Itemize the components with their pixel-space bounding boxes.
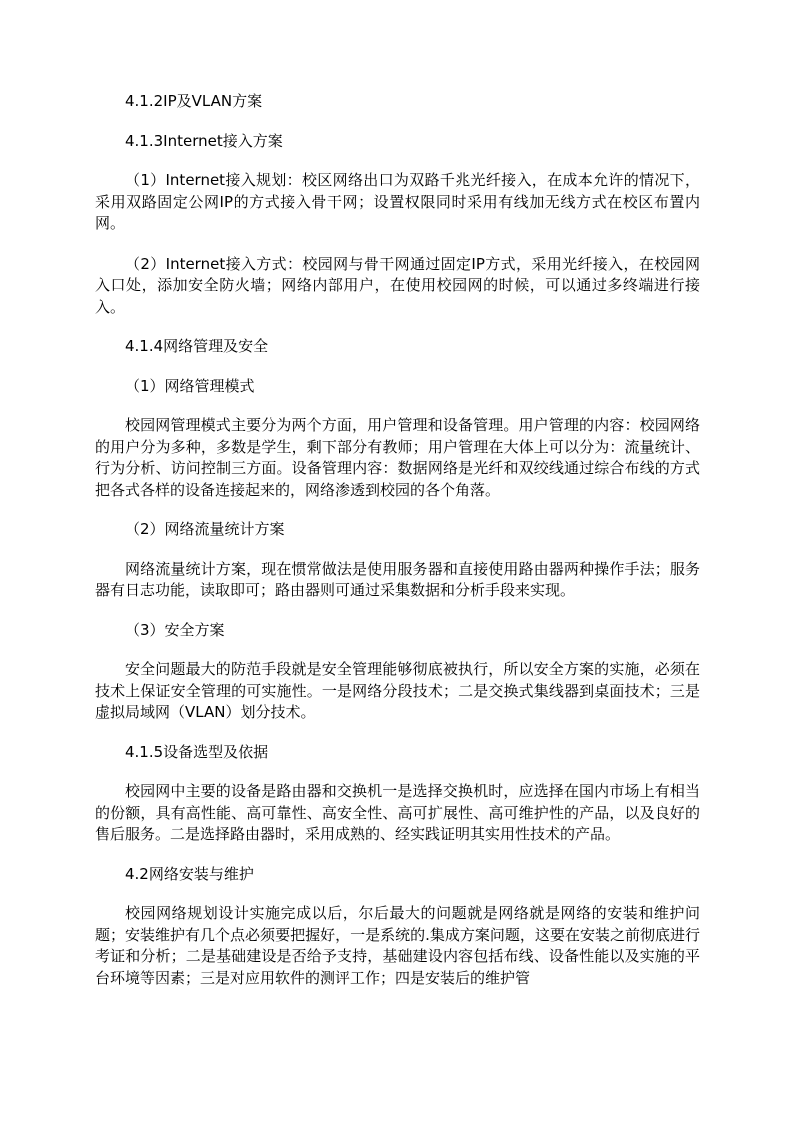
heading-4-1-5: 4.1.5设备选型及依据 [125, 742, 269, 761]
paragraph-internet-plan: （1）Internet接入规划：校区网络出口为双路千兆光纤接入，在成本允许的情况下，采用双路固定公网IP的方式接入骨干网；设置权限同时采用有线加无线方式在校区布置内网。 [95, 171, 700, 232]
subheading-network-management: （1）网络管理模式 [125, 376, 255, 395]
paragraph-security: 安全问题最大的防范手段就是安全管理能够彻底被执行，所以安全方案的实施，必须在技术上保证安全管理的可实施性。一是网络分段技术；二是交换式集线器到桌面技术；三是虚拟局域网（VLAN）划分技术。 [95, 660, 700, 721]
subheading-traffic-statistics: （2）网络流量统计方案 [125, 520, 285, 538]
heading-4-1-4: 4.1.4网络管理及安全 [125, 337, 269, 355]
paragraph-internet-access: （2）Internet接入方式：校园网与骨干网通过固定IP方式，采用光纤接入，在校园网入口处，添加安全防火墙；网络内部用户，在使用校园网的时候，可以通过多终端进行接入。 [95, 254, 700, 316]
document-page [95, 91, 700, 989]
paragraph-equipment-selection: 校园网中主要的设备是路由器和交换机一是选择交换机时，应选择在国内市场上有相当的份额，具有高性能、高可靠性、高安全性、高可扩展性、高可维护性的产品，以及良好的售后服务。二是选择路由器时，采用成熟的、经实践证明其实用性技术的产品。 [95, 782, 700, 843]
heading-4-1-2: 4.1.2IP及VLAN方案 [125, 92, 263, 110]
paragraph-traffic-statistics: 网络流量统计方案，现在惯常做法是使用服务器和直接使用路由器两种操作手法；服务器有日志功能，读取即可；路由器则可通过采集数据和分析手段来实现。 [95, 559, 700, 599]
paragraph-network-management: 校园网管理模式主要分为两个方面，用户管理和设备管理。用户管理的内容：校园网络的用户分为多种，多数是学生，剩下部分有教师；用户管理在大体上可以分为：流量统计、行为分析、访问控制三方面。设备管理内容：数据网络是光纤和双绞线通过综合布线的方式把各式各样的设备连接起来的，网络渗透到校园的各个角落。 [95, 416, 700, 499]
heading-4-1-3: 4.1.3Internet接入方案 [125, 131, 283, 150]
subheading-security: （3）安全方案 [125, 620, 225, 639]
paragraph-installation-maintenance: 校园网络规划设计实施完成以后，尔后最大的问题就是网络就是网络的安装和维护问题；安装维护有几个点必须要把握好，一是系统的.集成方案问题，这要在安装之前彻底进行考证和分析；二是基础建设是否给予支持，基础建设内容包括布线、设备性能以及实施的平台环境等因素；三是对应用软件的测评工作；四是安装后的维护管 [95, 904, 700, 987]
heading-4-2: 4.2网络安装与维护 [125, 864, 254, 883]
